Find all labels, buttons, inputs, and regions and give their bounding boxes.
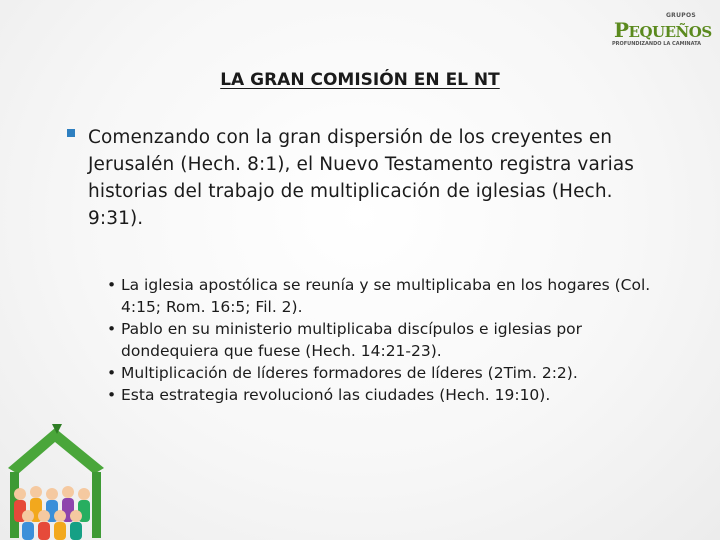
sub-bullet-list xyxy=(107,274,667,406)
sub-bullet-item: • La iglesia apostólica se reunía y se multiplicaba en los hogares (Col. 4:15; Rom. 16:5; Fil. 2). xyxy=(107,274,667,318)
logo xyxy=(612,12,710,50)
logo-tagline: PROFUNDIZANDO LA CAMINATA xyxy=(612,41,701,47)
main-bullet xyxy=(68,124,668,232)
sub-bullet-item: • Pablo en su ministerio multiplicaba discípulos e iglesias por dondequiera que fuese (Hech. 14:21-23). xyxy=(107,318,667,362)
logo-rest: EQUEÑOS xyxy=(628,23,712,41)
main-bullet-text: Comenzando con la gran dispersión de los creyentes en Jerusalén (Hech. 8:1), el Nuevo Testamento registra varias historias del trabajo de multiplicación de iglesias (Hech. 9:31). xyxy=(88,127,635,229)
slide-title-wrap xyxy=(0,70,720,90)
sub-bullet-item: • Multiplicación de líderes formadores de líderes (2Tim. 2:2). xyxy=(107,362,667,384)
house-people-icon xyxy=(0,420,130,540)
logo-initial: P xyxy=(614,18,629,42)
square-bullet-icon xyxy=(67,129,75,137)
logo-main-text xyxy=(614,18,712,42)
sub-bullet-item: • Esta estrategia revolucionó las ciudades (Hech. 19:10). xyxy=(107,384,667,406)
logo-small-text: GRUPOS xyxy=(665,12,696,19)
slide-title: LA GRAN COMISIÓN EN EL NT xyxy=(220,70,500,90)
